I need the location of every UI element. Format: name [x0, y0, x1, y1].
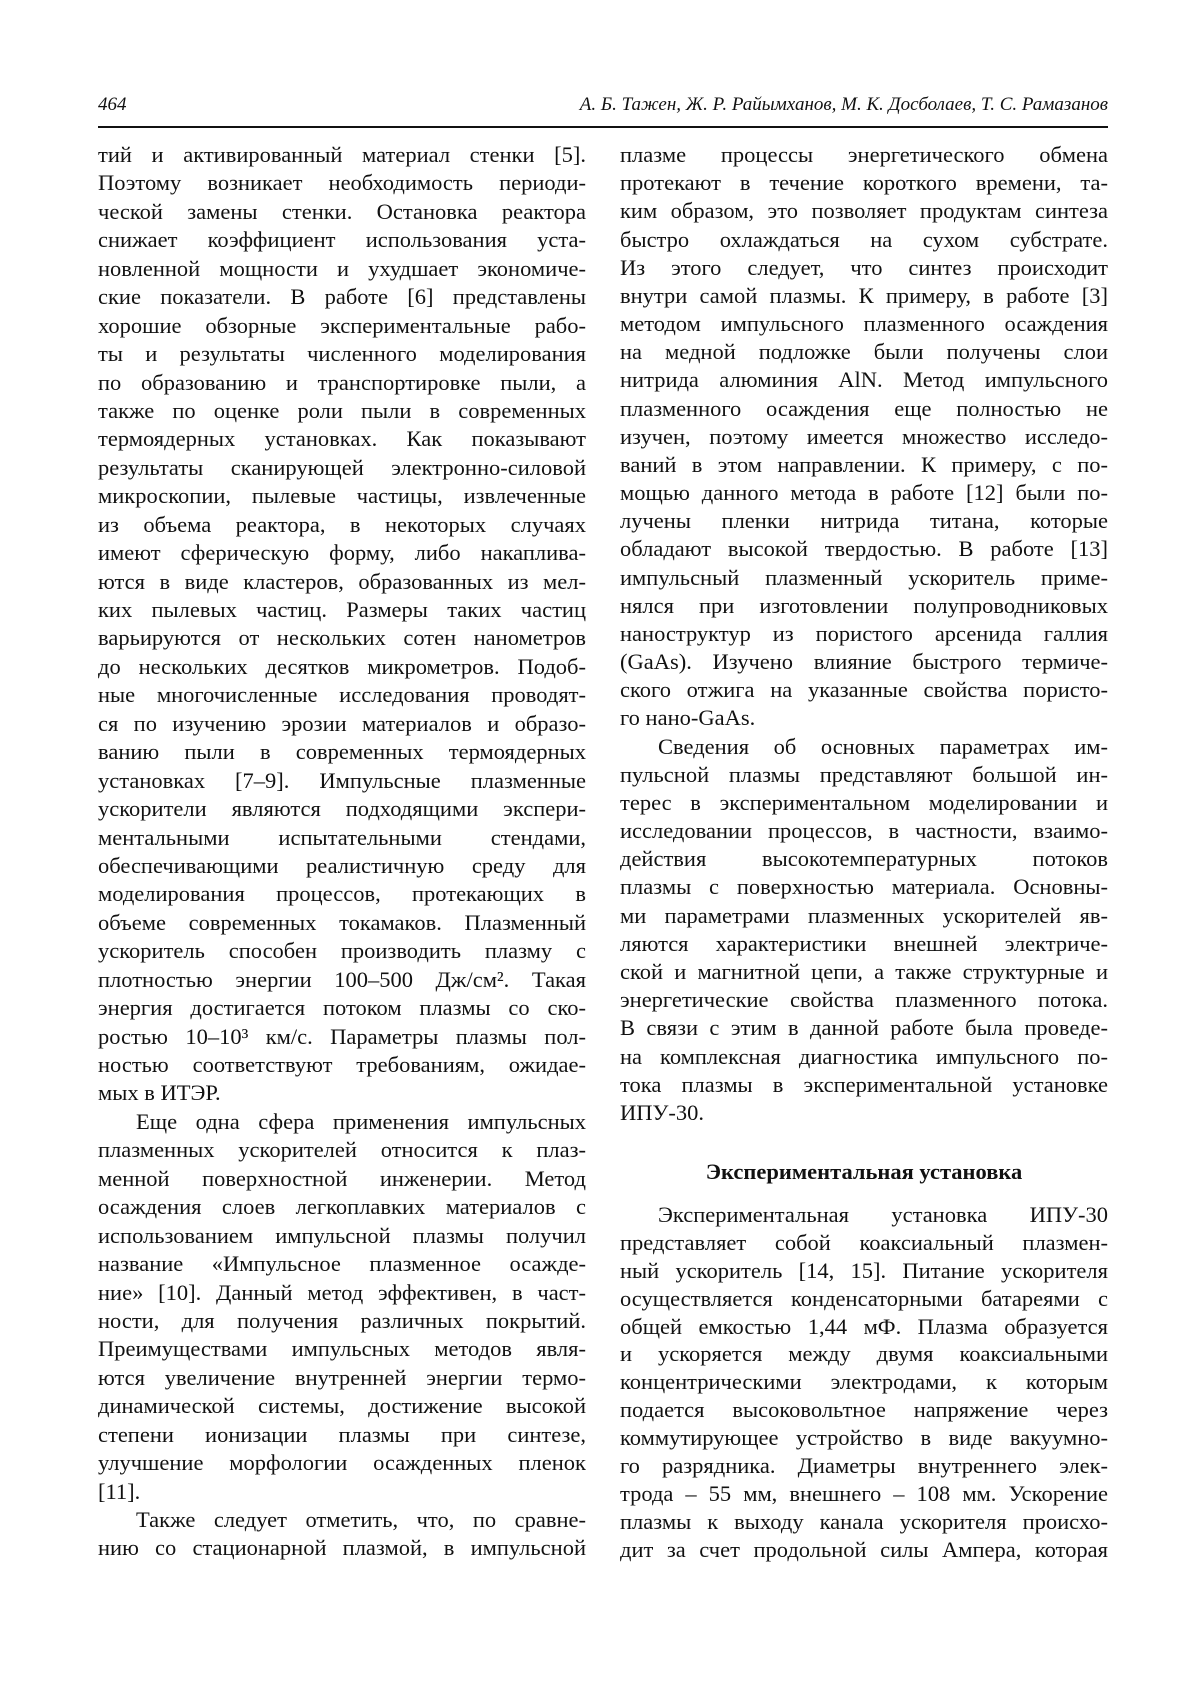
text-line: плазменного осаждения еще полностью не [620, 395, 1108, 423]
text-line: плазмы к выходу канала ускорителя происхо- [620, 1508, 1108, 1536]
paragraph [620, 733, 1108, 1127]
text-line: коммутирующее устройство в виде вакуумно- [620, 1424, 1108, 1452]
text-line: быстро охлаждаться на сухом субстрате. [620, 226, 1108, 254]
text-line: по образованию и транспортировке пыли, а [98, 369, 586, 397]
text-line: действия высокотемпературных потоков [620, 845, 1108, 873]
text-line: общей емкостью 1,44 мФ. Плазма образуется [620, 1313, 1108, 1341]
text-line: ляются характеристики внешней электриче- [620, 930, 1108, 958]
text-line: до нескольких десятков микрометров. Подоб- [98, 653, 586, 681]
text-line: объеме современных токамаков. Плазменный [98, 909, 586, 937]
text-line: ского отжига на указанные свойства пористо- [620, 676, 1108, 704]
text-line: тока плазмы в экспериментальной установке [620, 1071, 1108, 1099]
text-line: Преимуществами импульсных методов явля- [98, 1335, 586, 1363]
text-line: изучен, поэтому имеется множество исследо- [620, 423, 1108, 451]
text-line: ности, для получения различных покрытий. [98, 1307, 586, 1335]
section-heading: Экспериментальная установка [620, 1158, 1108, 1186]
text-line: обеспечивающими реалистичную среду для [98, 852, 586, 880]
text-line: ются увеличение внутренней энергии термо- [98, 1364, 586, 1392]
text-line: представляет собой коаксиальный плазмен- [620, 1229, 1108, 1257]
text-line: внутри самой плазмы. К примеру, в работе [3] [620, 282, 1108, 310]
text-line: на медной подложке были получены слои [620, 338, 1108, 366]
right-column-top [620, 141, 1108, 1127]
text-line: дит за счет продольной силы Ампера, которая [620, 1536, 1108, 1564]
text-line: [11]. [98, 1478, 586, 1506]
text-line: методом импульсного плазменного осаждения [620, 310, 1108, 338]
paragraph [620, 141, 1108, 733]
text-line: наноструктур из пористого арсенида галлия [620, 620, 1108, 648]
paragraph [98, 141, 586, 1108]
text-line: Также следует отметить, что, по сравне- [98, 1506, 586, 1534]
text-line: Сведения об основных параметрах им- [620, 733, 1108, 761]
text-line: мых в ИТЭР. [98, 1079, 586, 1107]
text-line: ванию пыли в современных термоядерных [98, 738, 586, 766]
page-number: 464 [98, 92, 127, 118]
left-column [98, 141, 586, 1563]
text-line: В связи с этим в данной работе была проведе- [620, 1014, 1108, 1042]
text-line: установках [7–9]. Импульсные плазменные [98, 767, 586, 795]
text-line: лучены пленки нитрида титана, которые [620, 507, 1108, 535]
text-line: (GaAs). Изучено влияние быстрого термиче- [620, 648, 1108, 676]
text-line: энергия достигается потоком плазмы со ско- [98, 994, 586, 1022]
text-line: го нано-GaAs. [620, 704, 1108, 732]
text-line: использованием импульсной плазмы получил [98, 1222, 586, 1250]
text-line: моделирования процессов, протекающих в [98, 880, 586, 908]
text-line: и ускоряется между двумя коаксиальными [620, 1340, 1108, 1368]
text-line: имеют сферическую форму, либо накаплива- [98, 539, 586, 567]
text-line: ускорители являются подходящими экспери- [98, 795, 586, 823]
text-line: плазме процессы энергетического обмена [620, 141, 1108, 169]
text-line: ты и результаты численного моделирования [98, 340, 586, 368]
text-line: осуществляется конденсаторными батареями с [620, 1285, 1108, 1313]
text-line: ким образом, это позволяет продуктам синтеза [620, 197, 1108, 225]
text-line: ные многочисленные исследования проводят- [98, 681, 586, 709]
text-line: трода – 55 мм, внешнего – 108 мм. Ускорение [620, 1480, 1108, 1508]
text-line: снижает коэффициент использования уста- [98, 226, 586, 254]
text-line: энергетические свойства плазменного потока. [620, 986, 1108, 1014]
text-line: пульсной плазмы представляют большой ин- [620, 761, 1108, 789]
text-line: мощью данного метода в работе [12] были по- [620, 479, 1108, 507]
text-line: концентрическими электродами, к которым [620, 1368, 1108, 1396]
text-line: исследовании процессов, в частности, взаимо- [620, 817, 1108, 845]
text-line: новленной мощности и ухудшает экономиче- [98, 255, 586, 283]
text-line: ностью соответствуют требованиям, ожидае- [98, 1051, 586, 1079]
text-line: импульсный плазменный ускоритель приме- [620, 564, 1108, 592]
text-line: тий и активированный материал стенки [5]. [98, 141, 586, 169]
text-line: ские показатели. В работе [6] представлены [98, 283, 586, 311]
text-line: микроскопии, пылевые частицы, извлеченные [98, 482, 586, 510]
text-line: ментальными испытательными стендами, [98, 824, 586, 852]
text-line: ческой замены стенки. Остановка реактора [98, 198, 586, 226]
right-column-section-body [620, 1201, 1108, 1564]
text-line: нялся при изготовлении полупроводниковых [620, 592, 1108, 620]
text-line: плотностью энергии 100–500 Дж/см². Такая [98, 966, 586, 994]
text-line: на комплексная диагностика импульсного по- [620, 1043, 1108, 1071]
text-line: ростью 10–10³ км/с. Параметры плазмы пол- [98, 1023, 586, 1051]
text-line: подается высоковольтное напряжение через [620, 1396, 1108, 1424]
text-line: Еще одна сфера применения импульсных [98, 1108, 586, 1136]
text-line: нитрида алюминия AlN. Метод импульсного [620, 366, 1108, 394]
text-line: улучшение морфологии осажденных пленок [98, 1449, 586, 1477]
paragraph [620, 1201, 1108, 1564]
text-line: варьируются от нескольких сотен нанометров [98, 624, 586, 652]
text-line: ся по изучению эрозии материалов и образо- [98, 710, 586, 738]
text-line: Поэтому возникает необходимость периоди- [98, 169, 586, 197]
running-header-authors: А. Б. Тажен, Ж. Р. Райымханов, М. К. Досболаев, Т. С. Рамазанов [580, 92, 1108, 118]
text-line: ние» [10]. Данный метод эффективен, в част- [98, 1279, 586, 1307]
text-line: степени ионизации плазмы при синтезе, [98, 1421, 586, 1449]
paragraph [98, 1108, 586, 1506]
text-line: Из этого следует, что синтез происходит [620, 254, 1108, 282]
text-line: ваний в этом направлении. К примеру, с по- [620, 451, 1108, 479]
text-line: ской и магнитной цепи, а также структурные и [620, 958, 1108, 986]
text-line: Экспериментальная установка ИПУ-30 [620, 1201, 1108, 1229]
text-line: ются в виде кластеров, образованных из мел- [98, 568, 586, 596]
text-line: результаты сканирующей электронно-силовой [98, 454, 586, 482]
text-line: го разрядника. Диаметры внутреннего элек- [620, 1452, 1108, 1480]
text-line: хорошие обзорные экспериментальные рабо- [98, 312, 586, 340]
text-line: из объема реактора, в некоторых случаях [98, 511, 586, 539]
header-rule [98, 126, 1108, 128]
paragraph [98, 1506, 586, 1563]
text-line: динамической системы, достижение высокой [98, 1392, 586, 1420]
text-line: ми параметрами плазменных ускорителей яв- [620, 902, 1108, 930]
text-line: термоядерных установках. Как показывают [98, 425, 586, 453]
text-line: также по оценке роли пыли в современных [98, 397, 586, 425]
text-line: осаждения слоев легкоплавких материалов с [98, 1193, 586, 1221]
text-line: ускоритель способен производить плазму с [98, 937, 586, 965]
text-line: название «Импульсное плазменное осажде- [98, 1250, 586, 1278]
text-line: ких пылевых частиц. Размеры таких частиц [98, 596, 586, 624]
text-line: ный ускоритель [14, 15]. Питание ускорителя [620, 1257, 1108, 1285]
text-line: нию со стационарной плазмой, в импульсной [98, 1534, 586, 1562]
text-line: терес в экспериментальном моделировании и [620, 789, 1108, 817]
text-line: плазменных ускорителей относится к плаз- [98, 1136, 586, 1164]
text-line: менной поверхностной инженерии. Метод [98, 1165, 586, 1193]
text-line: протекают в течение короткого времени, та- [620, 169, 1108, 197]
text-line: плазмы с поверхностью материала. Основны- [620, 873, 1108, 901]
text-line: ИПУ-30. [620, 1099, 1108, 1127]
text-line: обладают высокой твердостью. В работе [13] [620, 535, 1108, 563]
